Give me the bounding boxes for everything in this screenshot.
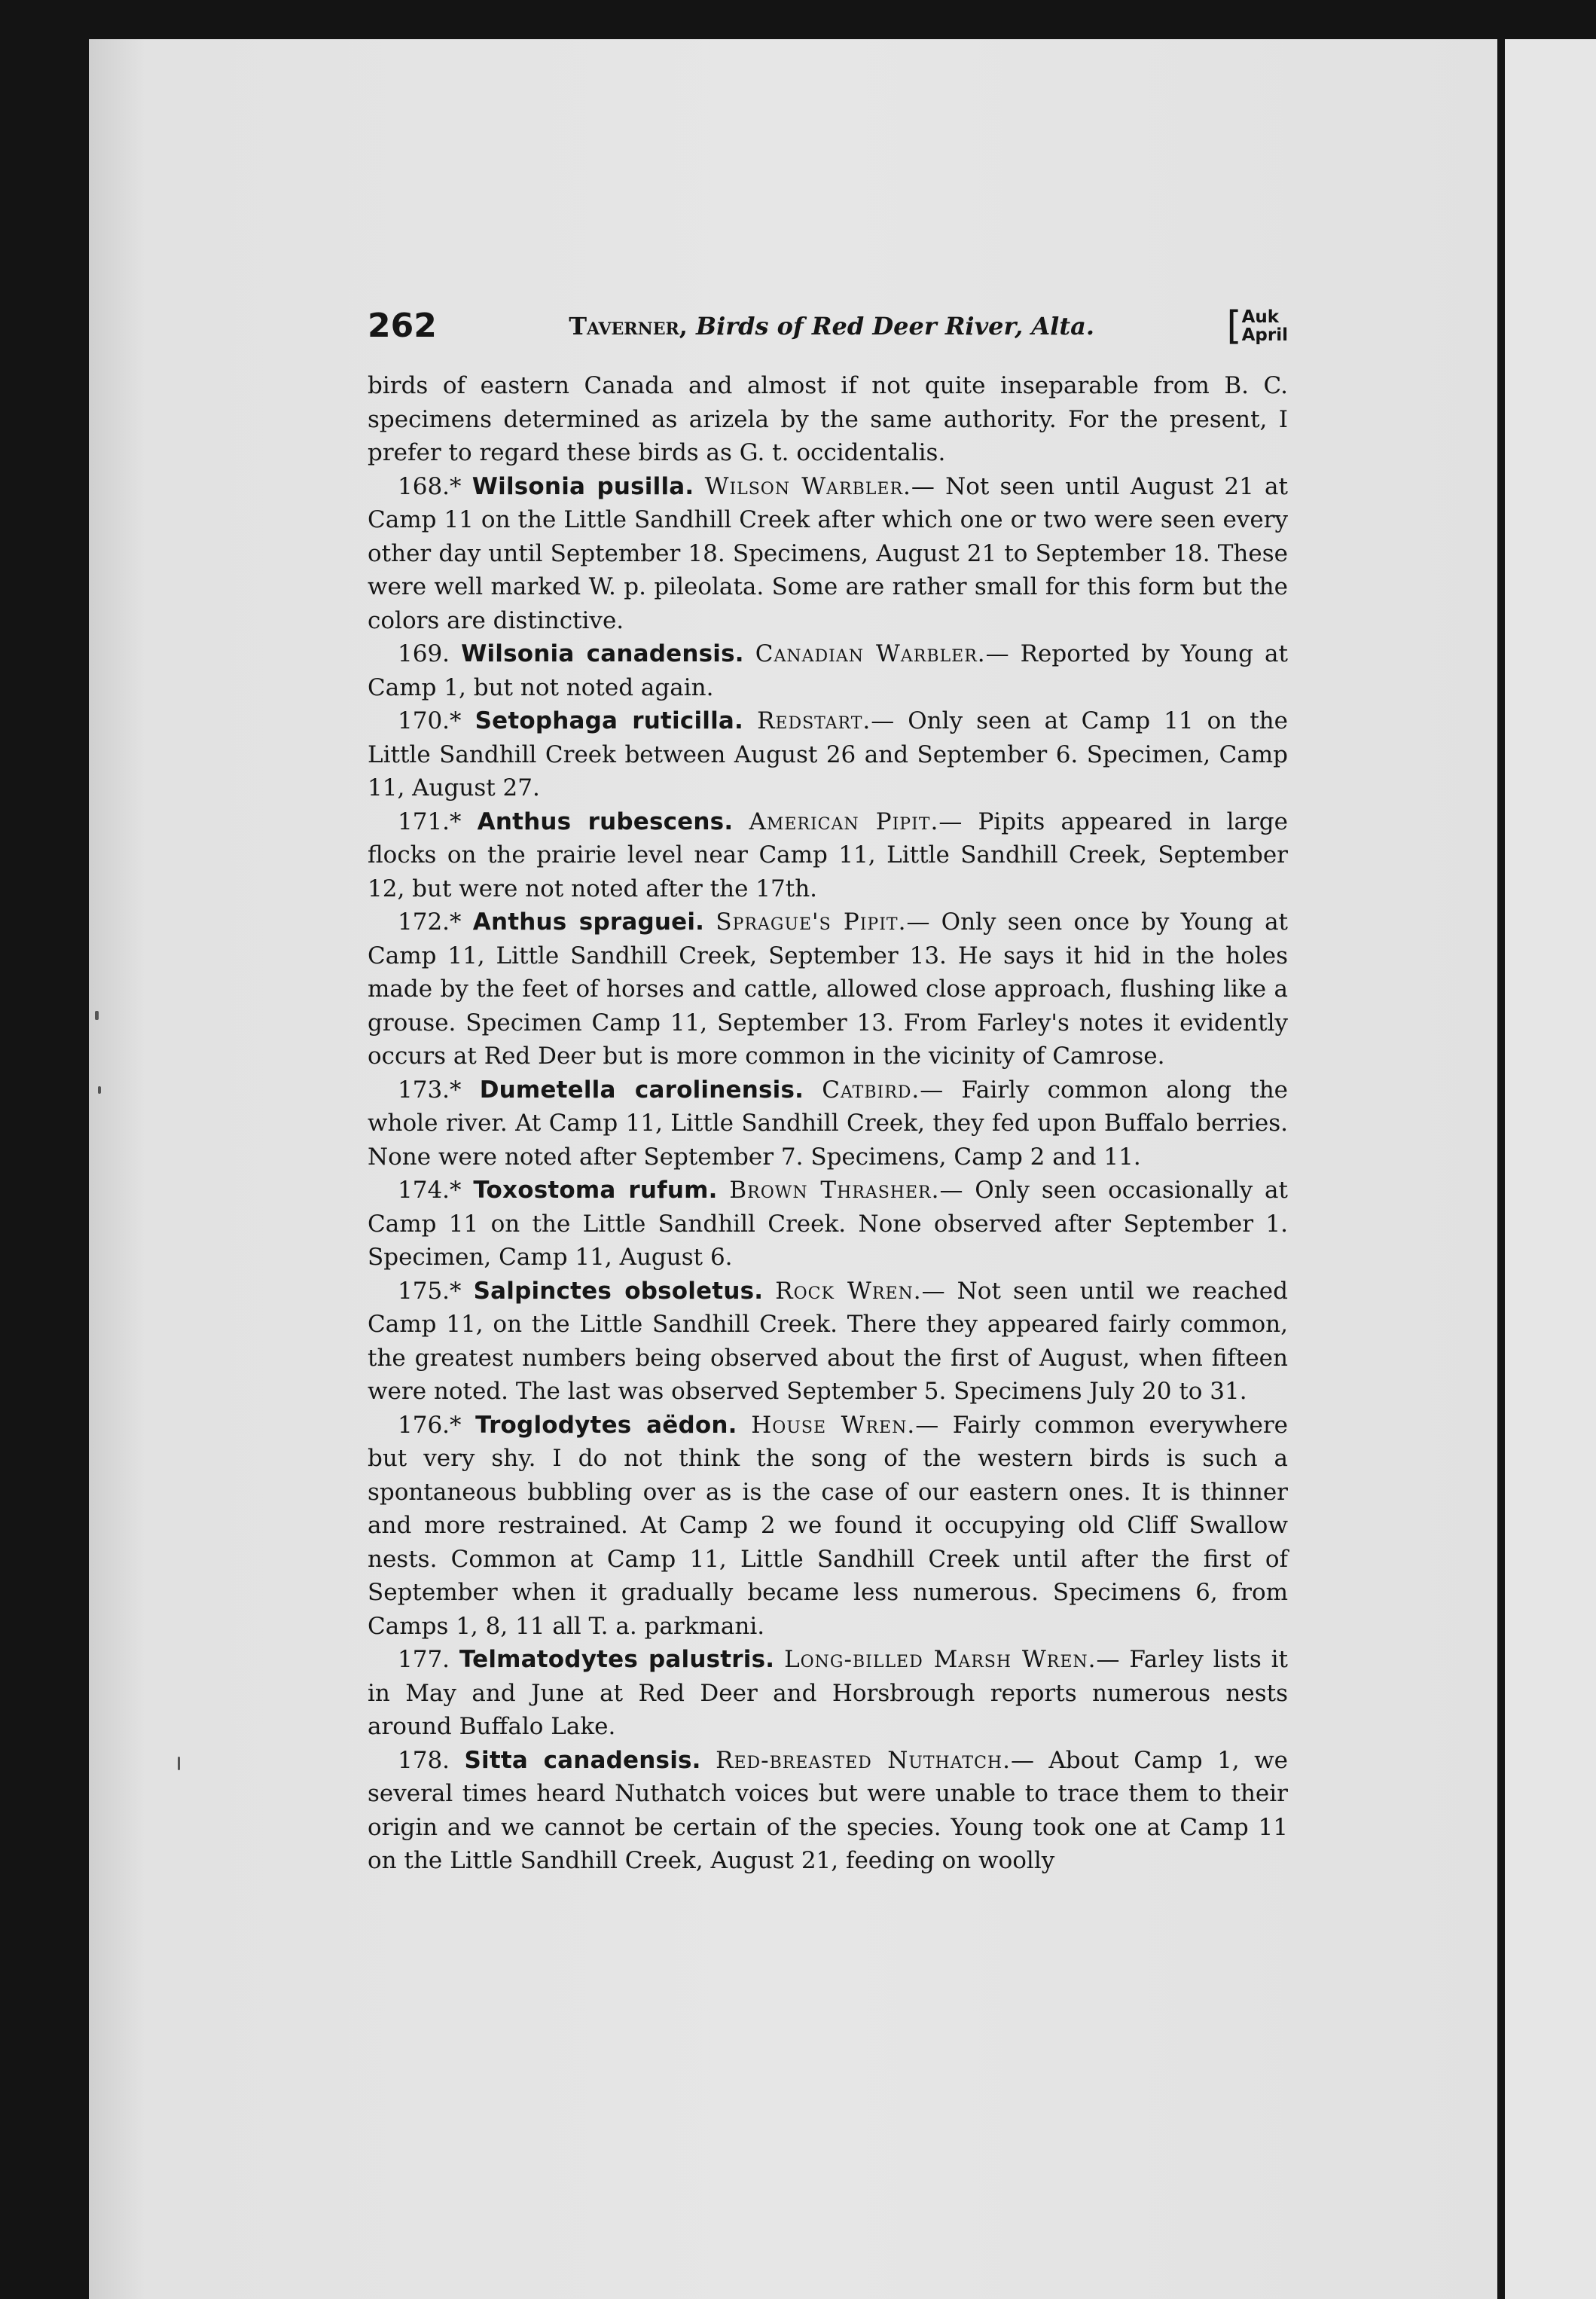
running-title — [569, 310, 1094, 343]
scientific-name: Telmatodytes palustris. — [459, 1646, 775, 1673]
scientific-name: Setophaga ruticilla. — [475, 707, 744, 734]
scientific-name: Sitta canadensis. — [464, 1746, 701, 1774]
common-name: Redstart. — [757, 707, 871, 734]
species-entry — [368, 704, 1288, 805]
entry-number: 178. — [398, 1746, 450, 1774]
entry-text: — Farley lists it in May and June at Red Deer and Horsbrough reports numerous nests around Buffalo Lake. — [368, 1646, 1288, 1740]
entry-text: — Only seen at Camp 11 on the Little Sandhill Creek between August 26 and September 6. Specimen, Camp 11, August 27. — [368, 707, 1288, 801]
species-entry — [368, 470, 1288, 638]
entry-text: — Only seen once by Young at Camp 11, Little Sandhill Creek, September 13. He says it hid in the holes made by the feet of horses and cattle, allowed close approach, flushing like a grouse. Specimen Camp 11, September 13. From Farley's notes it evidently occurs at Red Deer but is more common in the vicinity of Camrose. — [368, 908, 1289, 1070]
scientific-name: Wilsonia pusilla. — [471, 472, 694, 500]
species-entry — [368, 1174, 1288, 1275]
entry-text: — Reported by Young at Camp 1, but not noted again. — [368, 640, 1288, 701]
running-header — [368, 300, 1288, 353]
journal-name: Auk — [1241, 307, 1280, 327]
entry-text: — Fairly common everywhere but very shy. I do not think the song of the western birds is such a spontaneous bubbling over as is the case of our eastern ones. It is thinner and more restrained. At Camp 2 we found it occupying old Cliff Swallow nests. Common at Camp 11, Little Sandhill Creek until after the first of September when it gradually became less numerous. Specimens 6, from Camps 1, 8, 11 all T. a. parkmani. — [368, 1411, 1288, 1640]
entry-number: 168.* — [398, 472, 462, 500]
species-entries — [368, 470, 1288, 1878]
common-name: Red-breasted Nuthatch. — [716, 1746, 1011, 1774]
scan-speck — [95, 1011, 99, 1020]
scientific-name: Anthus spraguei. — [472, 908, 705, 936]
entry-text: — Fairly common along the whole river. At Camp 11, Little Sandhill Creek, they fed upon Buffalo berries. None were noted after September 7. Specimens, Camp 2 and 11. — [368, 1076, 1288, 1171]
species-entry — [368, 1073, 1288, 1174]
species-entry — [368, 1275, 1288, 1409]
common-name: Brown Thrasher. — [729, 1177, 940, 1204]
adjacent-page-edge — [1505, 39, 1596, 2299]
scan-speck — [178, 1757, 180, 1770]
entry-number: 176.* — [398, 1411, 462, 1439]
common-name: Catbird. — [822, 1076, 920, 1104]
entry-text: — Not seen until August 21 at Camp 11 on the Little Sandhill Creek after which one or two were seen every other day until September 18. Specimens, August 21 to September 18. These were well marked W. p. pileolata. Some are rather small for this form but the colors are distinctive. — [368, 472, 1288, 634]
journal-issue: April — [1241, 325, 1288, 345]
common-name: House Wren. — [751, 1411, 916, 1439]
scientific-name: Dumetella carolinensis. — [479, 1076, 804, 1104]
scientific-name: Troglodytes aëdon. — [475, 1411, 737, 1439]
journal-tag — [1226, 304, 1288, 349]
page-gutter — [1497, 39, 1505, 2299]
common-name: American Pipit. — [749, 808, 939, 835]
entry-number: 174.* — [398, 1177, 462, 1204]
scientific-name: Anthus rubescens. — [477, 808, 734, 835]
entry-number: 170.* — [398, 707, 462, 734]
scientific-name: Wilsonia canadensis. — [461, 640, 744, 667]
species-entry — [368, 1409, 1288, 1644]
entry-number: 177. — [398, 1646, 450, 1673]
species-entry — [368, 905, 1288, 1073]
scan-speck — [98, 1086, 101, 1094]
entry-text: — About Camp 1, we several times heard Nuthatch voices but were unable to trace them to their origin and we cannot be certain of the species. Young took one at Camp 11 on the Little Sandhill Creek, August 21, feeding on woolly — [368, 1746, 1288, 1874]
species-entry — [368, 805, 1288, 906]
scientific-name: Toxostoma rufum. — [473, 1177, 718, 1204]
entry-number: 175.* — [398, 1277, 462, 1305]
entry-number: 169. — [398, 640, 450, 667]
entry-text: — Pipits appeared in large flocks on the prairie level near Camp 11, Little Sandhill Creek, September 12, but were not noted after the 17th. — [368, 808, 1288, 902]
running-title-author: Taverner, — [569, 311, 688, 340]
entry-number: 172.* — [398, 908, 462, 936]
species-entry — [368, 637, 1288, 704]
page-number: 262 — [368, 306, 437, 345]
common-name: Rock Wren. — [775, 1277, 922, 1305]
bracket-glyph: [ — [1226, 304, 1242, 349]
entry-text: — Only seen occasionally at Camp 11 on the Little Sandhill Creek. None observed after September 1. Specimen, Camp 11, August 6. — [368, 1177, 1288, 1271]
species-entry — [368, 1643, 1288, 1744]
scientific-name: Salpinctes obsoletus. — [473, 1277, 764, 1305]
entry-text: — Not seen until we reached Camp 11, on the Little Sandhill Creek. There they appeared fairly common, the greatest numbers being observed about the first of August, when fifteen were noted. The last was observed September 5. Specimens July 20 to 31. — [368, 1277, 1288, 1405]
common-name: Canadian Warbler. — [755, 640, 986, 667]
common-name: Wilson Warbler. — [704, 472, 911, 500]
common-name: Sprague's Pipit. — [716, 908, 907, 936]
entry-number: 173.* — [398, 1076, 462, 1104]
running-title-text: Birds of Red Deer River, Alta. — [696, 311, 1094, 340]
entry-number: 171.* — [398, 808, 462, 835]
common-name: Long-billed Marsh Wren. — [784, 1646, 1097, 1673]
page-text — [368, 300, 1288, 1878]
species-entry — [368, 1744, 1288, 1878]
intro-paragraph: birds of eastern Canada and almost if not quite inseparable from B. C. specimens determined as arizela by the same authority. For the present, I prefer to regard these birds as G. t. occidentalis. — [368, 372, 1288, 466]
